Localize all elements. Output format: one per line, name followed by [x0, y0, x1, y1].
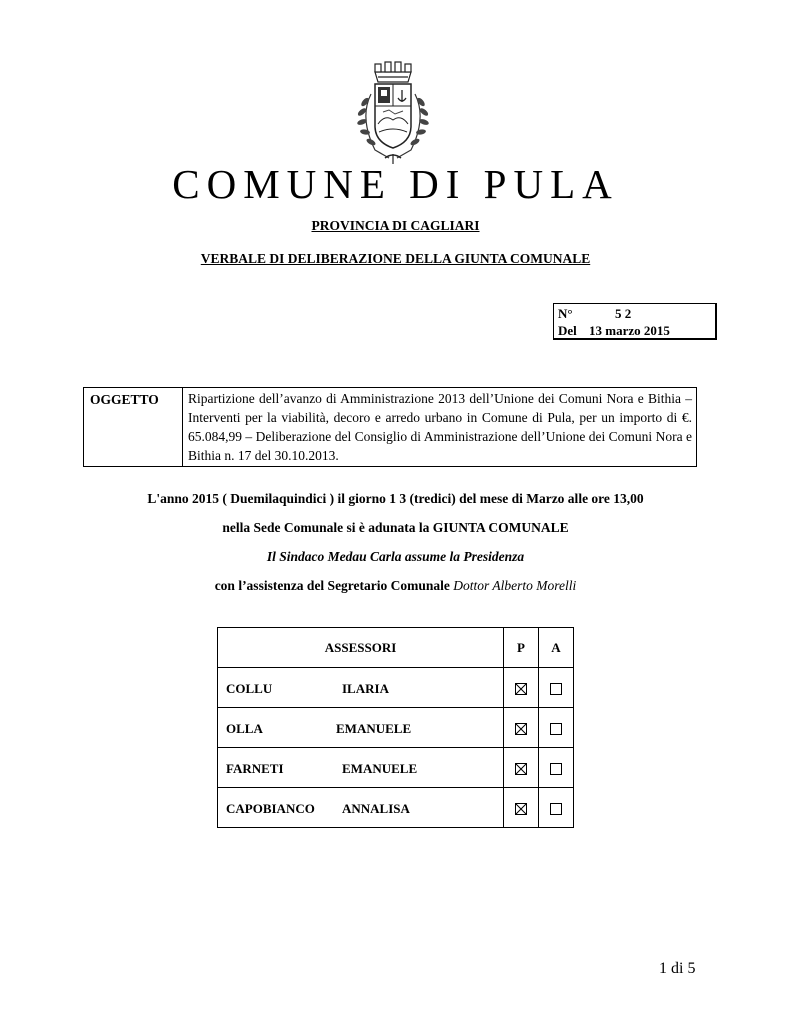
assessore-cell: [218, 788, 504, 828]
assessore-cell: [218, 668, 504, 708]
checked-box-icon[interactable]: [515, 763, 527, 775]
absent-cell: [539, 788, 574, 828]
unchecked-box-icon[interactable]: [550, 803, 562, 815]
checked-box-icon[interactable]: [515, 683, 527, 695]
present-cell: [504, 668, 539, 708]
date-value: 13 marzo 2015: [589, 323, 670, 338]
unchecked-box-icon[interactable]: [550, 763, 562, 775]
checked-box-icon[interactable]: [515, 723, 527, 735]
present-cell: [504, 748, 539, 788]
page-number: 1 di 5: [659, 960, 696, 977]
table-row: [218, 708, 574, 748]
province-heading: PROVINCIA DI CAGLIARI: [311, 218, 480, 233]
present-cell: [504, 788, 539, 828]
table-header-row: [218, 628, 574, 668]
checked-box-icon[interactable]: [515, 803, 527, 815]
assessore-name: EMANUELE: [336, 721, 412, 736]
assessore-surname: CAPOBIANCO: [226, 801, 315, 816]
table-row: [218, 788, 574, 828]
assessore-surname: FARNETI: [226, 761, 284, 776]
table-row: [218, 748, 574, 788]
subject-box: [83, 387, 697, 467]
subject-text: Ripartizione dell’avanzo di Amministrazione 2013 dell’Unione dei Comuni Nora e Bithia – Interventi per la viabilità, decoro e arredo urbano in Comune di Pula, per un importo di €. 65.084,99 – Deliberazione del Consiglio di Amministrazione dell’Unione dei Comuni Nora e Bithia n. 17 del 30.10.2013.: [188, 391, 692, 463]
president-line: Il Sindaco Medau Carla assume la Presidenza: [266, 549, 525, 564]
present-header: P: [504, 628, 539, 668]
absent-header: A: [539, 628, 574, 668]
document-type-heading: VERBALE DI DELIBERAZIONE DELLA GIUNTA COMUNALE: [200, 251, 591, 266]
assessore-name: ILARIA: [342, 681, 389, 696]
assessore-surname: COLLU: [226, 681, 273, 696]
date-label: Del: [558, 323, 577, 338]
meeting-place-line: nella Sede Comunale si è adunata la GIUNTA COMUNALE: [222, 520, 569, 535]
assessori-header: ASSESSORI: [218, 628, 504, 668]
secretary-label: con l’assistenza del Segretario Comunale: [214, 578, 450, 593]
assessore-cell: [218, 748, 504, 788]
page-title: COMUNE DI PULA: [172, 161, 619, 207]
secretary-line: [0, 578, 791, 594]
number-label: N°: [558, 306, 573, 321]
assessore-surname: OLLA: [226, 721, 263, 736]
attendance-table: [217, 627, 574, 828]
unchecked-box-icon[interactable]: [550, 723, 562, 735]
unchecked-box-icon[interactable]: [550, 683, 562, 695]
assessore-name: ANNALISA: [342, 801, 410, 816]
table-row: [218, 668, 574, 708]
municipal-crest-icon: [345, 54, 441, 170]
absent-cell: [539, 668, 574, 708]
secretary-name: Dottor Alberto Morelli: [453, 578, 577, 593]
meeting-date-line: L'anno 2015 ( Duemilaquindici ) il giorno 1 3 (tredici) del mese di Marzo alle ore 13,00: [147, 491, 644, 506]
absent-cell: [539, 748, 574, 788]
assessore-name: EMANUELE: [342, 761, 418, 776]
subject-label: OGGETTO: [84, 388, 183, 466]
assessore-cell: [218, 708, 504, 748]
record-number-box: [553, 303, 717, 340]
number-value: 5 2: [615, 306, 632, 321]
absent-cell: [539, 708, 574, 748]
present-cell: [504, 708, 539, 748]
